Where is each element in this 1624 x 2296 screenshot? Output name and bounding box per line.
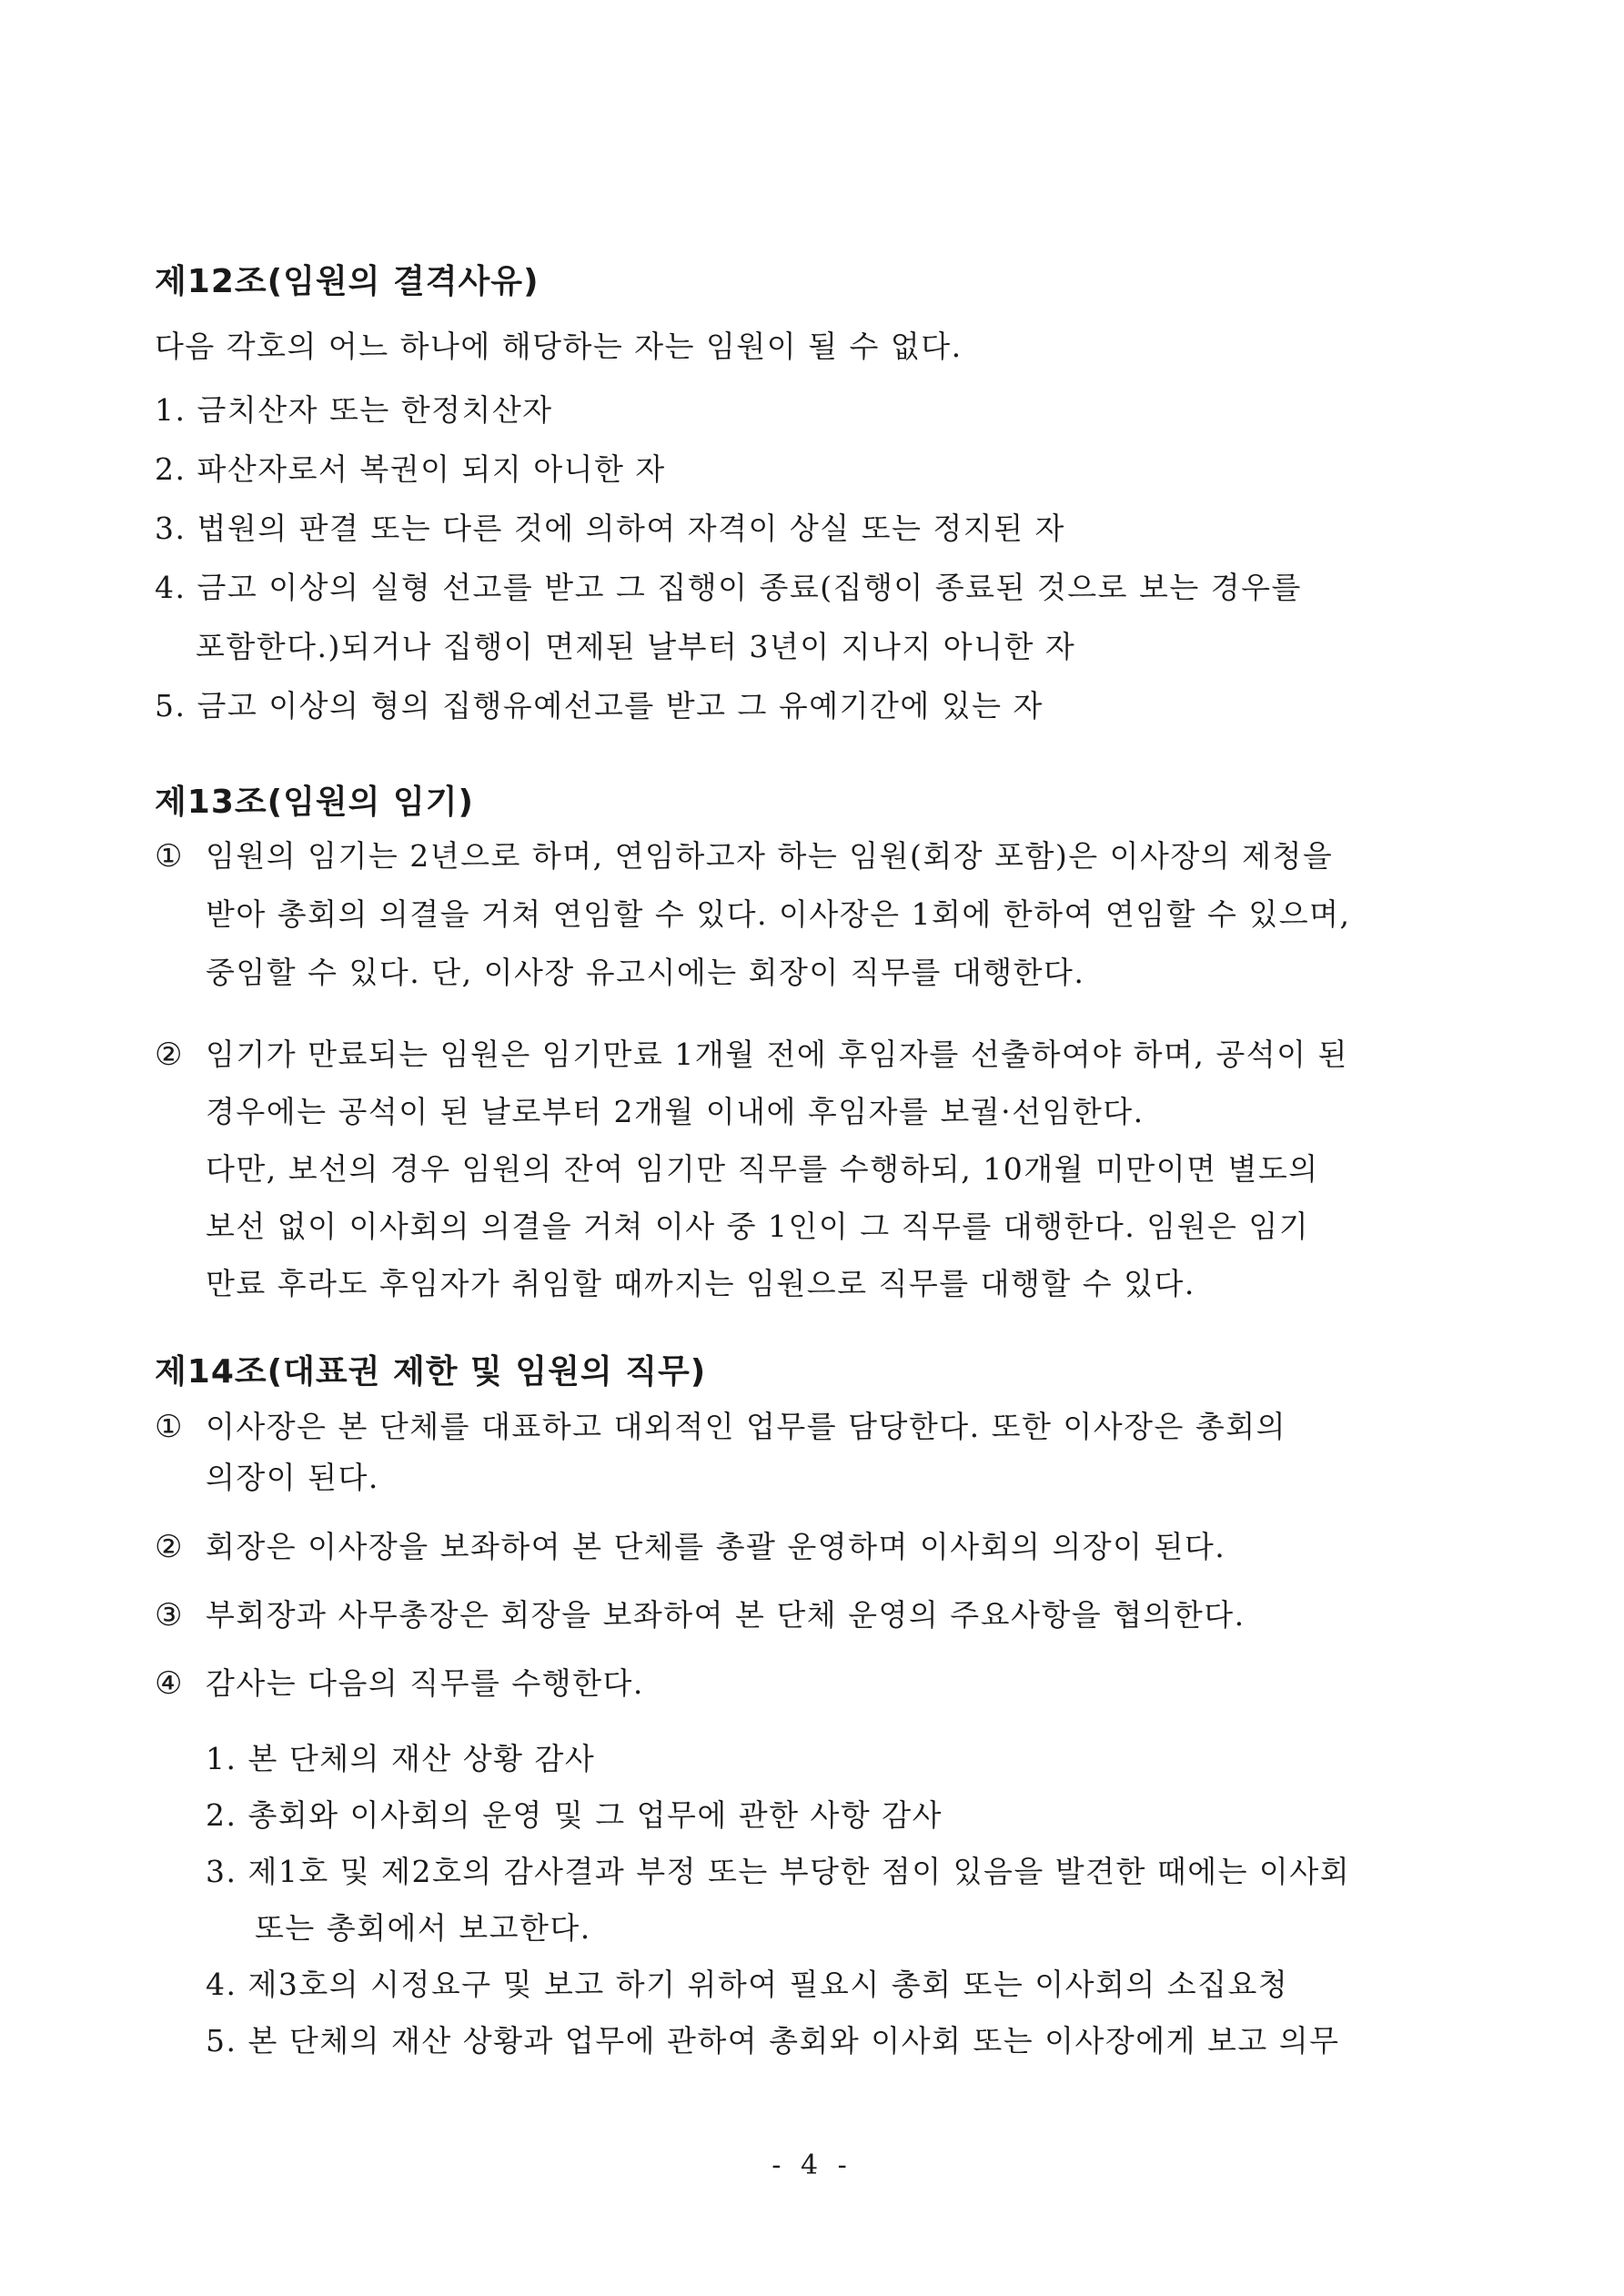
article-13-para-2-line-4: 보선 없이 이사회의 의결을 거쳐 이사 중 1인이 그 직무를 대행한다. 임원은 임기 [206,1209,1310,1244]
page-number: - 4 - [772,2149,852,2181]
article-13-para-1-mark: ① [155,838,183,875]
article-14-para-3-mark: ③ [155,1597,183,1633]
article-14-para-2-mark: ② [155,1529,183,1565]
article-13-para-2-line-2: 경우에는 공석이 된 날로부터 2개월 이내에 후임자를 보궐·선임한다. [206,1094,1145,1129]
audit-duty-2: 2. 총회와 이사회의 운영 및 그 업무에 관한 사항 감사 [206,1797,943,1833]
article-13-para-2-mark: ② [155,1037,183,1073]
article-14-title: 제14조(대표권 제한 및 임원의 직무) [155,1353,707,1391]
article-13-title: 제13조(임원의 임기) [155,784,474,821]
article-14-para-1-line-1: 이사장은 본 단체를 대표하고 대외적인 업무를 담당한다. 또한 이사장은 총회의 [206,1409,1286,1444]
article-14-para-1-mark: ① [155,1409,183,1445]
article-12-item-4: 4. 금고 이상의 실형 선고를 받고 그 집행이 종료(집행이 종료된 것으로 보는 경우를 [155,570,1302,605]
article-12-item-4-cont: 포함한다.)되거나 집행이 면제된 날부터 3년이 지나지 아니한 자 [196,629,1076,664]
audit-duty-1: 1. 본 단체의 재산 상황 감사 [206,1741,596,1776]
article-14-para-4-line: 감사는 다음의 직무를 수행한다. [206,1665,644,1701]
article-12-item-5: 5. 금고 이상의 형의 집행유예선고를 받고 그 유예기간에 있는 자 [155,688,1044,723]
article-12-item-2: 2. 파산자로서 복권이 되지 아니한 자 [155,451,666,487]
article-14-para-1-line-2: 의장이 된다. [206,1460,379,1495]
article-12-item-1: 1. 금치산자 또는 한정치산자 [155,392,553,428]
article-12-item-3: 3. 법원의 판결 또는 다른 것에 의하여 자격이 상실 또는 정지된 자 [155,511,1065,546]
article-13-para-1-line-1: 임원의 임기는 2년으로 하며, 연임하고자 하는 임원(회장 포함)은 이사장의 제청을 [206,838,1334,874]
article-14-para-4-mark: ④ [155,1665,183,1702]
audit-duty-5: 5. 본 단체의 재산 상황과 업무에 관하여 총회와 이사회 또는 이사장에게 보고 의무 [206,2023,1340,2058]
article-12-title: 제12조(임원의 결격사유) [155,263,540,300]
audit-duty-3-cont: 또는 총회에서 보고한다. [255,1910,591,1946]
audit-duty-4: 4. 제3호의 시정요구 및 보고 하기 위하여 필요시 총회 또는 이사회의 소집요청 [206,1967,1289,2002]
audit-duty-3: 3. 제1호 및 제2호의 감사결과 부정 또는 부당한 점이 있음을 발견한 때에는 이사회 [206,1854,1351,1889]
article-13-para-2-line-3: 다만, 보선의 경우 임원의 잔여 임기만 직무를 수행하되, 10개월 미만이면 별도의 [206,1151,1319,1187]
article-13-para-2-line-1: 임기가 만료되는 임원은 임기만료 1개월 전에 후임자를 선출하여야 하며, 공석이 된 [206,1037,1348,1072]
article-13-para-2-line-5: 만료 후라도 후임자가 취임할 때까지는 임원으로 직무를 대행할 수 있다. [206,1266,1195,1301]
article-14-para-2-line: 회장은 이사장을 보좌하여 본 단체를 총괄 운영하며 이사회의 의장이 된다. [206,1529,1226,1564]
article-13-para-1-line-3: 중임할 수 있다. 단, 이사장 유고시에는 회장이 직무를 대행한다. [206,955,1085,990]
article-13-para-1-line-2: 받아 총회의 의결을 거쳐 연임할 수 있다. 이사장은 1회에 한하여 연임할 수 있으며, [206,896,1351,932]
article-14-para-3-line: 부회장과 사무총장은 회장을 보좌하여 본 단체 운영의 주요사항을 협의한다. [206,1597,1246,1633]
article-12-intro: 다음 각호의 어느 하나에 해당하는 자는 임원이 될 수 없다. [155,329,963,364]
